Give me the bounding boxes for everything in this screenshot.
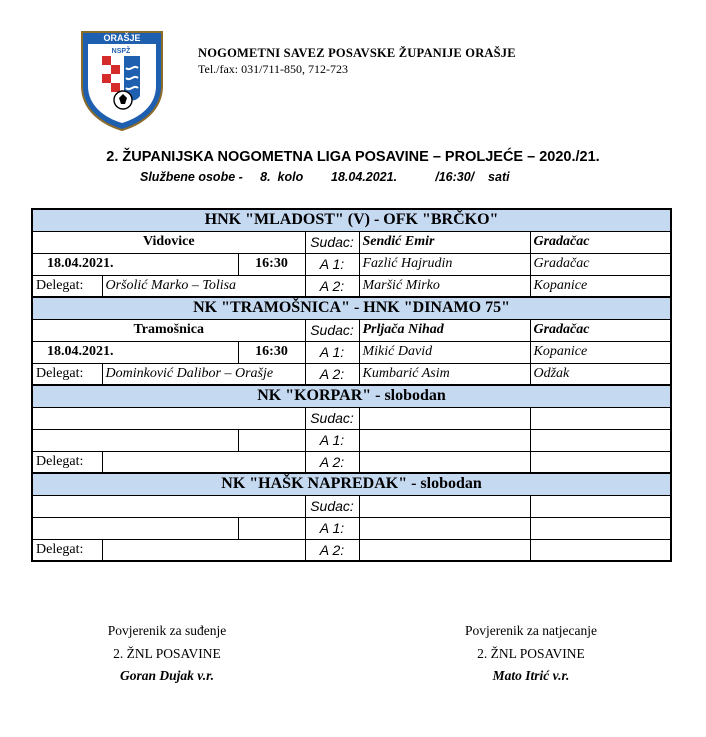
assistant-1-name — [359, 429, 530, 451]
assistant-2-label: A 2: — [305, 363, 359, 385]
match-date — [32, 517, 238, 539]
match-date — [32, 429, 238, 451]
assistant-1-city: Kopanice — [530, 341, 671, 363]
match-header-row — [32, 385, 671, 407]
signature-league: 2. ŽNL POSAVINE — [113, 645, 221, 661]
assistant-2-city — [530, 451, 671, 473]
table-row — [32, 429, 671, 451]
referee-name — [359, 407, 530, 429]
table-row — [32, 253, 671, 275]
table-row — [32, 517, 671, 539]
delegate-name — [102, 539, 305, 561]
assistant-1-label: A 1: — [305, 341, 359, 363]
signature-role: Povjerenik za natjecanje — [465, 623, 597, 638]
association-logo — [76, 28, 168, 132]
referee-label: Sudac: — [305, 407, 359, 429]
match-header-row — [32, 297, 671, 319]
contact-phone-fax: Tel./fax: 031/711-850, 712-723 — [198, 62, 349, 76]
assistant-2-city: Kopanice — [530, 275, 671, 297]
delegate-name: Dominković Dalibor – Orašje — [102, 363, 305, 385]
referee-city — [530, 407, 671, 429]
round-subtitle: Službene osobe - 8. kolo 18.04.2021. /16:30/ sati — [140, 170, 510, 184]
table-row — [32, 495, 671, 517]
assistant-2-label: A 2: — [305, 539, 359, 561]
delegate-label: Delegat: — [32, 451, 102, 473]
match-teams: NK "HAŠK NAPREDAK" - slobodan — [32, 473, 671, 495]
table-row — [32, 363, 671, 385]
referee-commissioner-signature — [47, 620, 287, 688]
assistant-1-name: Fazlić Hajrudin — [359, 253, 530, 275]
match-header-row — [32, 209, 671, 231]
table-row — [32, 341, 671, 363]
assistant-2-label: A 2: — [305, 451, 359, 473]
match-venue: Tramošnica — [32, 319, 305, 341]
referee-city: Gradačac — [530, 231, 671, 253]
signature-league: 2. ŽNL POSAVINE — [477, 645, 585, 661]
assistant-1-label: A 1: — [305, 253, 359, 275]
assistant-1-city — [530, 517, 671, 539]
assistant-2-name — [359, 451, 530, 473]
delegate-label: Delegat: — [32, 363, 102, 385]
assistant-2-city — [530, 539, 671, 561]
referee-label: Sudac: — [305, 319, 359, 341]
assistant-1-name — [359, 517, 530, 539]
table-row — [32, 231, 671, 253]
referee-name: Prljača Nihad — [359, 319, 530, 341]
signature-name: Mato Itrić v.r. — [492, 668, 570, 683]
referee-city — [530, 495, 671, 517]
referee-city: Gradačac — [530, 319, 671, 341]
signature-role: Povjerenik za suđenje — [107, 623, 227, 638]
match-time — [238, 517, 305, 539]
assistant-2-name: Kumbarić Asim — [359, 363, 530, 385]
assistant-2-city: Odžak — [530, 363, 671, 385]
assistant-1-label: A 1: — [305, 517, 359, 539]
organization-name: NOGOMETNI SAVEZ POSAVSKE ŽUPANIJE ORAŠJE — [198, 46, 516, 60]
svg-text:NSPŽ: NSPŽ — [111, 48, 131, 55]
assistant-2-label: A 2: — [305, 275, 359, 297]
match-time: 16:30 — [238, 341, 305, 363]
delegate-label: Delegat: — [32, 539, 102, 561]
assistant-2-name — [359, 539, 530, 561]
referee-name: Sendić Emir — [359, 231, 530, 253]
signature-name: Goran Dujak v.r. — [119, 668, 215, 683]
delegate-name: Oršolić Marko – Tolisa — [102, 275, 305, 297]
match-teams: HNK "MLADOST" (V) - OFK "BRČKO" — [32, 209, 671, 231]
competition-commissioner-signature — [411, 620, 651, 688]
match-venue — [32, 495, 305, 517]
referee-name — [359, 495, 530, 517]
table-row — [32, 275, 671, 297]
match-teams: NK "TRAMOŠNICA" - HNK "DINAMO 75" — [32, 297, 671, 319]
league-title: 2. ŽUPANIJSKA NOGOMETNA LIGA POSAVINE – PROLJEĆE – 2020./21. — [106, 149, 600, 165]
officials-schedule-table — [31, 208, 672, 562]
table-row — [32, 539, 671, 561]
delegate-name — [102, 451, 305, 473]
assistant-1-name: Mikić David — [359, 341, 530, 363]
match-header-row — [32, 473, 671, 495]
table-row — [32, 451, 671, 473]
referee-label: Sudac: — [305, 231, 359, 253]
match-teams: NK "KORPAR" - slobodan — [32, 385, 671, 407]
assistant-2-name: Maršić Mirko — [359, 275, 530, 297]
match-date: 18.04.2021. — [32, 341, 238, 363]
delegate-label: Delegat: — [32, 275, 102, 297]
match-time: 16:30 — [238, 253, 305, 275]
match-date: 18.04.2021. — [32, 253, 238, 275]
assistant-1-label: A 1: — [305, 429, 359, 451]
match-venue — [32, 407, 305, 429]
assistant-1-city: Gradačac — [530, 253, 671, 275]
match-time — [238, 429, 305, 451]
table-row — [32, 407, 671, 429]
match-venue: Vidovice — [32, 231, 305, 253]
table-row — [32, 319, 671, 341]
assistant-1-city — [530, 429, 671, 451]
referee-label: Sudac: — [305, 495, 359, 517]
svg-text:ORAŠJE: ORAŠJE — [103, 33, 141, 43]
